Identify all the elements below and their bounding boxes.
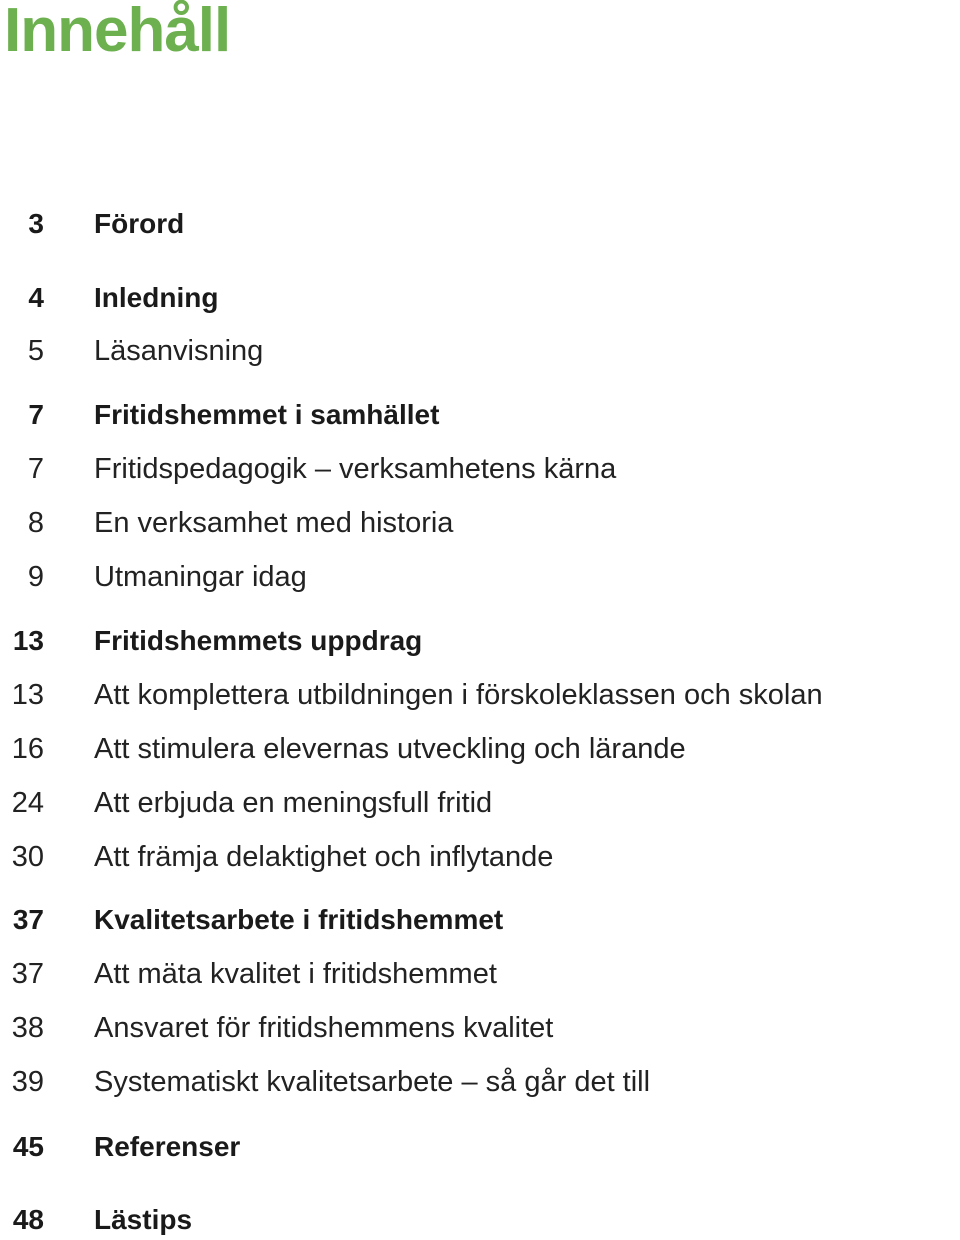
toc-page-number: 48 — [12, 1204, 44, 1235]
toc-title: Att mäta kvalitet i fritidshemmet — [94, 958, 497, 990]
toc-title: Att komplettera utbildningen i förskoleklassen och skolan — [94, 679, 823, 711]
toc-page-number: 16 — [11, 733, 44, 765]
toc-entry[interactable] — [0, 621, 960, 661]
toc-title: Att främja delaktighet och inflytande — [94, 841, 554, 873]
toc-title: Kvalitetsarbete i fritidshemmet — [94, 904, 504, 935]
toc-entry[interactable] — [0, 1008, 960, 1048]
toc-title: En verksamhet med historia — [94, 507, 454, 539]
page-title: Innehåll — [4, 0, 231, 65]
toc-entry[interactable] — [0, 729, 960, 769]
toc-page-number: 38 — [11, 1012, 44, 1044]
toc-page-number: 13 — [11, 679, 44, 711]
toc-title: Fritidspedagogik – verksamhetens kärna — [94, 453, 617, 485]
toc-page-number: 39 — [11, 1066, 44, 1098]
toc-entry[interactable] — [0, 837, 960, 877]
toc-page-number: 5 — [27, 335, 44, 367]
toc-entry[interactable] — [0, 503, 960, 543]
toc-title: Att erbjuda en meningsfull fritid — [94, 787, 493, 819]
toc-entry[interactable] — [0, 1127, 960, 1167]
toc-entry[interactable] — [0, 954, 960, 994]
toc-entry[interactable] — [0, 1200, 960, 1240]
toc-page-number: 13 — [12, 625, 44, 656]
toc-page-number: 7 — [28, 399, 44, 430]
toc-entry[interactable] — [0, 1062, 960, 1102]
toc-entry[interactable] — [0, 204, 960, 244]
toc-page-number: 37 — [12, 904, 44, 935]
toc-page-number: 45 — [12, 1131, 44, 1162]
toc-entry[interactable] — [0, 557, 960, 597]
toc-title: Utmaningar idag — [94, 561, 307, 593]
toc-title: Fritidshemmets uppdrag — [94, 625, 423, 656]
toc-entry[interactable] — [0, 675, 960, 715]
toc-title: Inledning — [94, 282, 219, 313]
toc-entry[interactable] — [0, 783, 960, 823]
toc-page-number: 37 — [11, 958, 44, 990]
toc-entry[interactable] — [0, 331, 960, 371]
toc-entry[interactable] — [0, 449, 960, 489]
toc-title: Läsanvisning — [94, 335, 264, 367]
toc-page-number: 4 — [28, 282, 44, 313]
toc-title: Ansvaret för fritidshemmens kvalitet — [94, 1012, 554, 1044]
toc-page-number: 7 — [27, 453, 44, 485]
toc-page-number: 8 — [27, 507, 44, 539]
toc-title: Systematiskt kvalitetsarbete – så går det till — [94, 1066, 651, 1098]
toc-page-number: 9 — [27, 561, 44, 593]
toc-title: Fritidshemmet i samhället — [94, 399, 440, 430]
toc-page-number: 30 — [11, 841, 44, 873]
toc-title: Referenser — [94, 1131, 241, 1162]
toc-page-number: 24 — [11, 787, 44, 819]
toc-page-number: 3 — [28, 208, 44, 239]
toc-title: Lästips — [94, 1204, 193, 1235]
toc-entry[interactable] — [0, 395, 960, 435]
toc-title: Att stimulera elevernas utveckling och lärande — [94, 733, 686, 765]
toc-title: Förord — [94, 208, 185, 239]
toc-entry[interactable] — [0, 900, 960, 940]
toc-entry[interactable] — [0, 278, 960, 318]
